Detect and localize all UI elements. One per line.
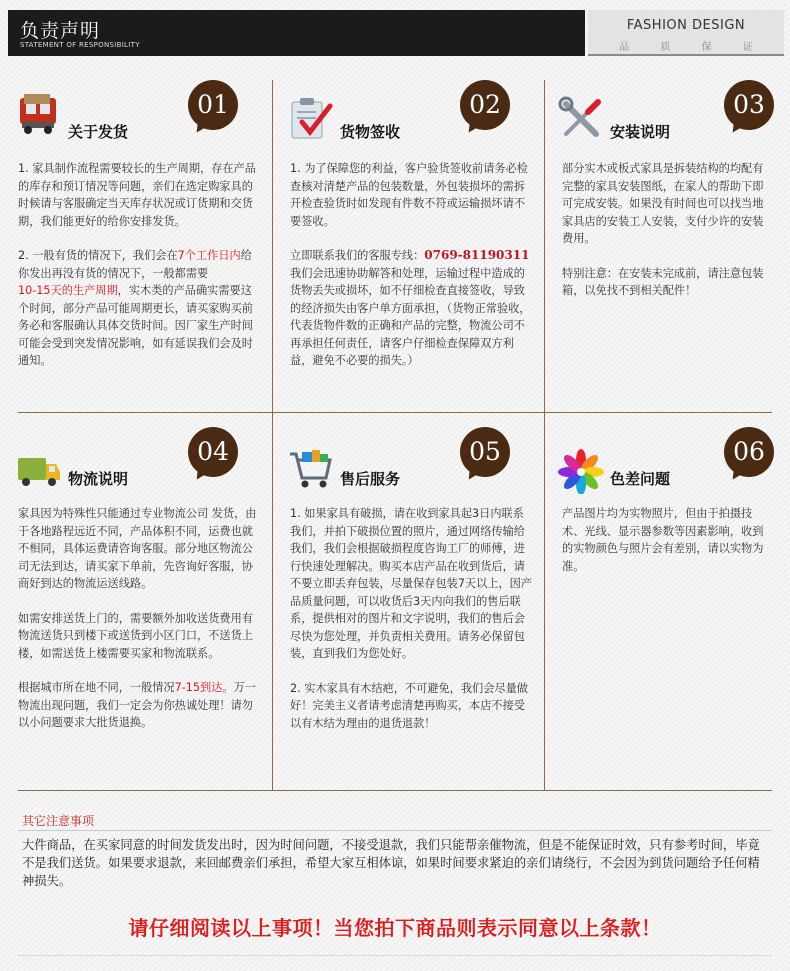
divider xyxy=(18,790,772,791)
paragraph: 根据城市所在地不同，一般情况7-15到达。万一物流出现问题，我们一定会为你热诚处理！请勿以小问题要求大批货退换。 xyxy=(18,681,256,729)
divider xyxy=(18,830,772,831)
notes-text: 大件商品，在买家同意的时间发货发出时，因为时间问题，不接受退款，我们只能帮亲催物流，但是不能保证时效，只有参考时间，毕竟不是我们送货。如果要求退款，来回邮费亲们承担，希望大家互相体谅，如果时间要求紧迫的亲们请绕行，不会因为到货问题给予任何精神损失。 xyxy=(22,838,760,888)
divider xyxy=(18,955,772,956)
brand-title: FASHION DESIGN xyxy=(626,18,746,33)
page-subtitle: STATEMENT OF RESPONSIBILITY xyxy=(20,41,140,49)
section-title: 关于发货 xyxy=(68,123,129,141)
section-title: 物流说明 xyxy=(68,470,129,488)
paragraph: 特别注意：在安装未完成前，请注意包装箱，以免找不到相关配件！ xyxy=(562,266,764,297)
color-wheel-icon xyxy=(558,448,604,494)
section-body xyxy=(290,160,534,370)
section-title: 货物签收 xyxy=(340,123,401,141)
divider xyxy=(272,80,273,412)
paragraph: 立即联系我们的客服专线：0769-81190311 我们会迅速协助解答和处理，运输过程中造成的货物丢失或损坏，如不仔细检查直接签收，导致的经济损失由客户单方面承担，（货物正常验收，代表货物件数的正确和产品的完整，物流公司不再承担任何责任，请客户仔细检查保障双方利益，避免不必要的损失。） xyxy=(290,248,531,367)
number-badge: 06 xyxy=(724,427,774,479)
paragraph: 部分实木或板式家具是拆装结构的均配有完整的家具安装图纸，在家人的帮助下即可完成安装。如果没有时间也可以找当地家具店的安装工人安装，支付少许的安装费用。 xyxy=(562,162,764,245)
section-body xyxy=(562,160,774,300)
page-title: 负责声明 xyxy=(20,20,101,42)
paragraph: 如需安排送货上门的，需要额外加收送货费用有物流送货只到楼下或送货到小区门口，不送货上楼，如需送货上楼需要买家和物流联系。 xyxy=(18,611,253,660)
divider xyxy=(544,80,545,412)
number-badge: 04 xyxy=(188,427,238,479)
section-body xyxy=(18,160,262,370)
cart-icon xyxy=(288,446,334,492)
divider xyxy=(18,412,772,413)
paragraph: 1. 如果家具有破损，请在收到家具起3日内联系我们，并拍下破损位置的照片，通过网络传输给我们，我们会根据破损程度咨询工厂的师傅，进行快速处理解决。购买本店产品在收到货后，请不要立即丢弃包装，尽量保存包装7天以上，因产品质量问题，可以收货后3天内向我们的售后联系，提供相对的图片和文字说明，我们的售后会尽快为您处理，并负责相关费用。请务必保留包装，直到我们为您处好。 xyxy=(290,507,533,660)
paragraph: 2. 一般有货的情况下，我们会在7个工作日内给你发出再没有货的情况下，一般都需要 10-15天的生产周期，实木类的产品确实需要这个时间，部分产品可能周期更长，请买家购买前务必和客服确认具体交货时间。因厂家生产时间可能会受到突发情况影响，如有延误我们会及时通知。 xyxy=(18,249,253,367)
highlight-text: 10-15天的生产周期 xyxy=(18,284,118,297)
divider xyxy=(272,412,273,790)
number-badge: 01 xyxy=(188,80,238,132)
brand-tagline: 品 质 保 证 xyxy=(619,42,767,53)
paragraph: 1. 为了保障您的利益，客户验货签收前请务必检查核对清楚产品的包装数量，外包装损坏的需拆开检查验货时如发现有件数不符或运输损坏请不要签收。 xyxy=(290,162,528,228)
paragraph: 家具因为特殊性只能通过专业物流公司 发货，由于各地路程远近不同，产品体积不同，运费也就不相同，具体运费请咨询客服。部分地区物流公司无法到达，请买家下单前，先咨询好客服，协商好到达的物流运送线路。 xyxy=(18,507,257,590)
header-bar xyxy=(8,10,585,56)
brand-block xyxy=(588,10,784,56)
section-body xyxy=(562,505,774,575)
section-body xyxy=(18,505,262,732)
highlight-text: 7-15到达。 xyxy=(174,681,234,694)
divider xyxy=(544,412,545,790)
hotline-number: 0769-81190311 xyxy=(424,248,530,262)
number-badge: 03 xyxy=(724,80,774,132)
tools-icon xyxy=(558,96,604,142)
truck-icon xyxy=(16,92,62,138)
number-badge: 05 xyxy=(460,427,510,479)
paragraph: 1. 家具制作流程需要较长的生产周期，存在产品的库存和预订情况等问题，亲们在选定购家具的时候请与客服确定当天库存状况或订货期和交货期，我们能更好的给你安排发货。 xyxy=(18,162,256,228)
section-body xyxy=(290,505,534,732)
notes-title: 其它注意事项 xyxy=(22,814,95,828)
paragraph: 产品图片均为实物照片，但由于拍摄技术、光线、显示器参数等因素影响，收到的实物颜色与照片会有差别，请以实物为准。 xyxy=(562,507,764,573)
final-notice: 请仔细阅读以上事项！当您拍下商品则表示同意以上条款！ xyxy=(128,916,662,940)
section-title: 售后服务 xyxy=(340,470,401,488)
section-title: 安装说明 xyxy=(610,123,671,141)
clipboard-check-icon xyxy=(288,96,334,142)
highlight-text: 7个工作日内 xyxy=(177,249,241,262)
section-title: 色差问题 xyxy=(610,470,671,488)
lorry-icon xyxy=(16,448,62,494)
paragraph: 2. 实木家具有木结疤，不可避免，我们会尽量做好！完美主义者请考虑清楚再购买，本店不接受以有木结为理由的退货退款！ xyxy=(290,681,528,730)
number-badge: 02 xyxy=(460,80,510,132)
